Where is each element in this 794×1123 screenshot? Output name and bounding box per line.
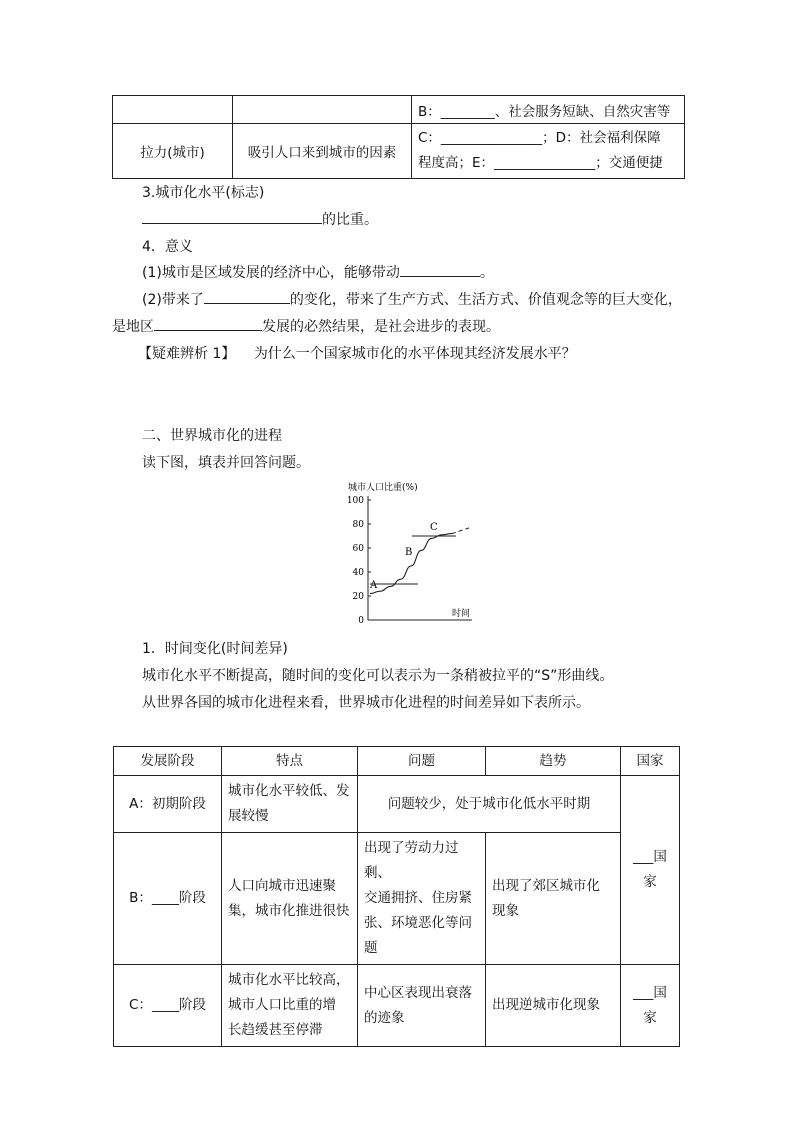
cell-line: 出现了劳动力过剩、: [364, 840, 459, 881]
paragraph-1: [142, 262, 494, 282]
cell-line: 现象: [492, 902, 519, 919]
country-cell: ___国家: [621, 776, 680, 965]
problem-cell: [358, 965, 486, 1047]
trend-cell: [486, 833, 621, 965]
cell-text: 程度高；E：_______________；交通便捷: [418, 155, 663, 171]
item3-tail: 的比重。: [322, 212, 378, 228]
table-header-row: [114, 747, 680, 776]
push-pull-table: [112, 95, 685, 179]
header-trend: 趋势: [486, 747, 621, 776]
p1-start: (1)城市是区域发展的经济中心，能够带动: [142, 265, 400, 281]
paragraph-2: [142, 289, 682, 309]
p2-end: 的变化，带来了生产方式、生活方式、价值观念等的巨大变化，: [289, 292, 682, 308]
cell-line: 城市化水平较低、发: [228, 783, 350, 799]
fill-blank: [204, 290, 290, 304]
table-row: [113, 124, 685, 179]
p2-start: (2)带来了: [142, 292, 204, 308]
x-axis-label: 时间: [452, 609, 471, 619]
table-cell: 吸引人口来到城市的因素: [233, 124, 412, 179]
problem-cell: 问题较少，处于城市化低水平时期: [358, 776, 621, 833]
subheading-time: 1．时间变化(时间差异): [142, 641, 288, 657]
table-cell: 拉力(城市): [113, 124, 233, 179]
y-tick-label: 20: [352, 592, 364, 602]
question-text: 为什么一个国家城市化的水平体现其经济发展水平？: [253, 346, 576, 362]
cell-line: 集，城市化推进很快: [228, 902, 350, 919]
header-problem: 问题: [358, 747, 486, 776]
section-heading: 二、世界城市化的进程: [142, 428, 282, 444]
problem-cell: [358, 833, 486, 965]
question-label: 【疑难辨析 1】: [138, 346, 236, 362]
fill-blank: [400, 263, 480, 277]
table-cell: [412, 124, 685, 179]
cell-line: 展较慢: [228, 808, 269, 824]
table-cell: [412, 96, 685, 124]
cell-line: 张、环境恶化等问: [364, 915, 472, 931]
item3-heading: 3.城市化水平(标志): [142, 185, 265, 201]
fill-blank: [142, 210, 322, 224]
cell-line: 人口向城市迅速聚: [228, 877, 336, 894]
y-tick-label: 80: [352, 520, 364, 530]
stage-label-c: C: [430, 522, 438, 533]
stage-cell: A：初期阶段: [114, 776, 222, 833]
urbanization-stage-table: [113, 746, 680, 1047]
header-country: 国家: [621, 747, 680, 776]
p1-end: 。: [479, 265, 494, 281]
item3-line: [142, 209, 378, 229]
cell-line: 城市化水平比较高，: [228, 972, 350, 988]
paragraph-3: [112, 316, 500, 336]
trend-cell: 出现逆城市化现象: [486, 965, 621, 1047]
y-axis-label: 城市人口比重(%): [348, 483, 418, 493]
feature-cell: [222, 833, 358, 965]
cell-line: 题: [364, 940, 378, 956]
table-row: [114, 965, 680, 1047]
cell-line: 交通拥挤、住房紧: [364, 890, 472, 906]
text-line-2: 从世界各国的城市化进程来看，世界城市化进程的时间差异如下表所示。: [142, 695, 590, 711]
cell-line: 的迹象: [364, 1009, 405, 1026]
p3-end: 发展的必然结果，是社会进步的表现。: [262, 319, 500, 335]
fill-blank: [154, 317, 262, 331]
instruction: 读下图，填表并回答问题。: [142, 455, 310, 471]
y-tick-label: 100: [346, 496, 364, 506]
feature-cell: [222, 776, 358, 833]
table-cell: [113, 96, 233, 124]
p3-start: 是地区: [112, 319, 154, 335]
cell-line: 中心区表现出衰落: [364, 984, 472, 1001]
y-tick-label: 60: [352, 544, 364, 554]
cell-line: 出现了郊区城市化: [492, 877, 600, 894]
header-feature: 特点: [222, 747, 358, 776]
y-tick-label: 0: [358, 616, 364, 626]
feature-cell: [222, 965, 358, 1047]
s-curve-projection: [452, 528, 470, 534]
urbanization-s-curve-chart: [330, 478, 490, 626]
stage-cell: B：____阶段: [114, 833, 222, 965]
cell-line: 长趋缓甚至停滞: [228, 1022, 323, 1038]
cell-text: B：________、社会服务短缺、自然灾害等: [418, 103, 671, 120]
country-cell: ___国家: [621, 965, 680, 1047]
y-tick-label: 40: [352, 568, 364, 578]
item4-heading: 4．意义: [142, 239, 193, 255]
table-row: [114, 776, 680, 833]
stage-label-a: A: [370, 580, 378, 591]
stage-cell: C：____阶段: [114, 965, 222, 1047]
header-stage: 发展阶段: [114, 747, 222, 776]
s-curve: [370, 534, 452, 594]
stage-label-b: B: [405, 547, 413, 558]
text-line-1: 城市化水平不断提高，随时间的变化可以表示为一条稍被拉平的“S”形曲线。: [142, 668, 614, 684]
question: [138, 343, 576, 363]
cell-line: 城市人口比重的增: [228, 997, 336, 1013]
cell-text: C：_______________；D：社会福利保障: [418, 130, 661, 146]
table-row: [114, 833, 680, 965]
table-row: [113, 96, 685, 124]
table-cell: [233, 96, 412, 124]
